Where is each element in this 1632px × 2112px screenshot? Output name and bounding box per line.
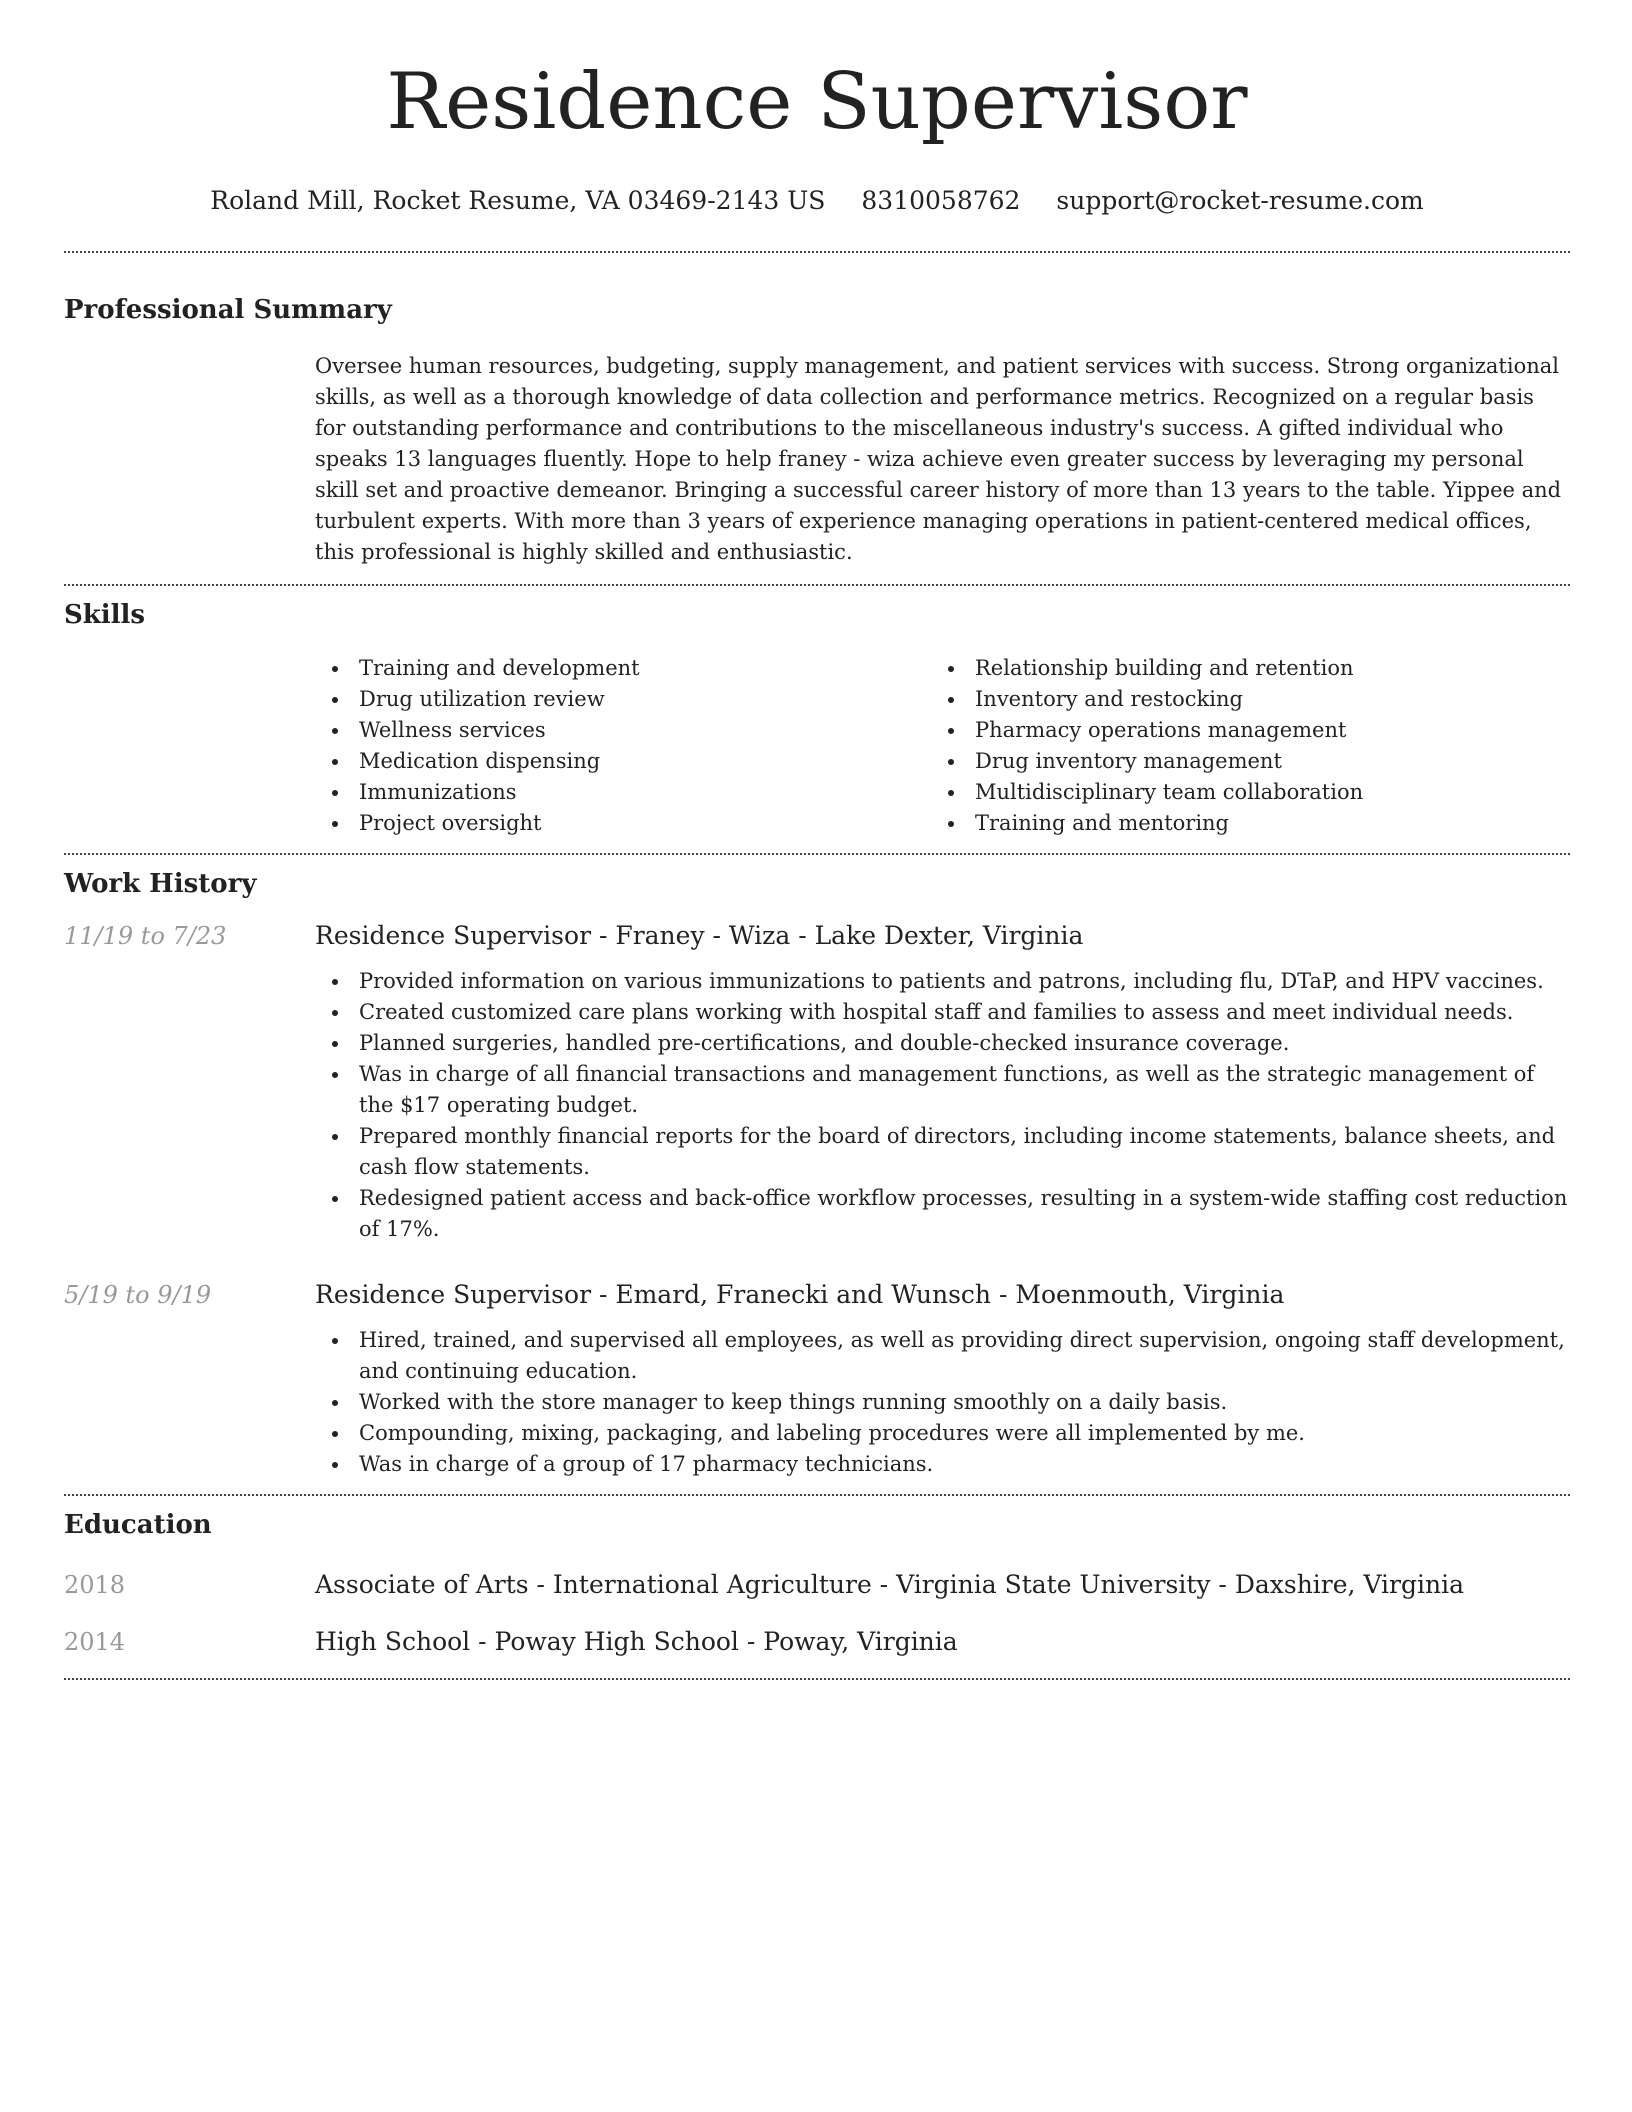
skill-item: Pharmacy operations management (931, 715, 1547, 746)
work-bullet: Created customized care plans working with hospital staff and families to assess and meet individual needs. (315, 997, 1570, 1028)
skill-item: Wellness services (315, 715, 931, 746)
skill-item: Training and mentoring (931, 808, 1547, 839)
education-heading: Associate of Arts - International Agriculture - Virginia State University - Daxshire, Virginia (315, 1570, 1464, 1599)
work-bullet: Redesigned patient access and back-office workflow processes, resulting in a system-wide staffing cost reduction of 17%. (315, 1183, 1570, 1245)
skill-item: Training and development (315, 653, 931, 684)
education-year: 2018 (64, 1571, 126, 1599)
skill-item: Drug utilization review (315, 684, 931, 715)
section-title-work: Work History (64, 869, 257, 899)
work-heading: Residence Supervisor - Franey - Wiza - Lake Dexter, Virginia (315, 921, 1084, 950)
skill-item: Medication dispensing (315, 746, 931, 777)
section-title-education: Education (64, 1510, 212, 1540)
work-bullet: Compounding, mixing, packaging, and labeling procedures were all implemented by me. (315, 1418, 1570, 1449)
skill-item: Multidisciplinary team collaboration (931, 777, 1547, 808)
section-title-summary: Professional Summary (64, 295, 392, 325)
contact-line (64, 184, 1570, 218)
work-bullet: Worked with the store manager to keep things running smoothly on a daily basis. (315, 1387, 1570, 1418)
contact-phone: 8310058762 (861, 186, 1021, 215)
work-heading: Residence Supervisor - Emard, Franecki and Wunsch - Moenmouth, Virginia (315, 1280, 1285, 1309)
skill-item: Drug inventory management (931, 746, 1547, 777)
divider (64, 1494, 1570, 1496)
work-dates: 11/19 to 7/23 (64, 922, 227, 950)
contact-email[interactable]: support@rocket-resume.com (1056, 186, 1424, 215)
skill-item: Inventory and restocking (931, 684, 1547, 715)
work-bullet: Was in charge of a group of 17 pharmacy technicians. (315, 1449, 1570, 1480)
skill-item: Relationship building and retention (931, 653, 1547, 684)
resume-page (64, 0, 1570, 1680)
skills-column-left (315, 653, 931, 839)
skills-column-right (931, 653, 1547, 839)
skill-item: Project oversight (315, 808, 931, 839)
skill-item: Immunizations (315, 777, 931, 808)
work-dates: 5/19 to 9/19 (64, 1281, 212, 1309)
work-details (315, 1279, 1570, 1480)
education-entry (64, 1626, 1570, 1658)
contact-address: Roland Mill, Rocket Resume, VA 03469-2143 US (210, 186, 826, 215)
education-year: 2014 (64, 1628, 126, 1656)
divider (64, 1678, 1570, 1680)
work-bullet: Was in charge of all financial transactions and management functions, as well as the strategic management of the $17 operating budget. (315, 1059, 1570, 1121)
work-details (315, 920, 1570, 1245)
education-entry (64, 1569, 1570, 1601)
work-bullet: Hired, trained, and supervised all employees, as well as providing direct supervision, ongoing staff development, and continuing education. (315, 1325, 1570, 1387)
work-bullets (315, 966, 1570, 1245)
work-bullet: Prepared monthly financial reports for the board of directors, including income statements, balance sheets, and cash flow statements. (315, 1121, 1570, 1183)
divider (64, 584, 1570, 586)
divider (64, 853, 1570, 855)
education-heading: High School - Poway High School - Poway, Virginia (315, 1627, 958, 1656)
work-bullets (315, 1325, 1570, 1480)
work-entry (64, 1279, 1570, 1480)
work-bullet: Provided information on various immunizations to patients and patrons, including flu, DTaP, and HPV vaccines. (315, 966, 1570, 997)
work-entry (64, 920, 1570, 1245)
skills-list (315, 653, 1570, 839)
summary-text: Oversee human resources, budgeting, supply management, and patient services with success. Strong organizational skills, as well as a thorough knowledge of data collection and performance metrics. Recognized on a regular basis for outstanding performance and contributions to the miscellaneous industry's success. A gifted individual who speaks 13 languages fluently. Hope to help franey - wiza achieve even greater success by leveraging my personal skill set and proactive demeanor. Bringing a successful career history of more than 13 years to the table. Yippee and turbulent experts. With more than 3 years of experience managing operations in patient-centered medical offices, this professional is highly skilled and enthusiastic. (315, 354, 1562, 564)
resume-title: Residence Supervisor (386, 57, 1248, 147)
divider (64, 251, 1570, 253)
section-title-skills: Skills (64, 600, 146, 630)
work-bullet: Planned surgeries, handled pre-certifications, and double-checked insurance coverage. (315, 1028, 1570, 1059)
